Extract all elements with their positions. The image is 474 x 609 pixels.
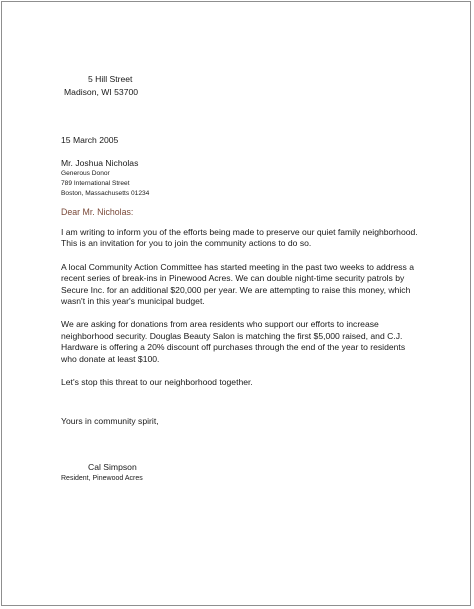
salutation: Dear Mr. Nicholas: — [61, 207, 134, 217]
sender-street: 5 Hill Street — [88, 74, 133, 84]
body-paragraph: We are asking for donations from area residents who support our efforts to increase neighborhood security. Douglas Beauty Salon is matching the first $5,000 raised, and C.J. Hardware is offering a 20% discount off purchases through the end of the year to residents who donate at least $100. — [61, 319, 406, 364]
sender-address — [64, 73, 138, 99]
recipient-street: 789 International Street — [61, 180, 130, 187]
closing-line: Yours in community spirit, — [61, 416, 159, 426]
signature-title: Resident, Pinewood Acres — [61, 475, 143, 482]
letter-body — [61, 227, 421, 400]
letter-page — [1, 1, 471, 606]
body-paragraph: A local Community Action Committee has started meeting in the past two weeks to address a recent series of break-ins in Pinewood Acres. We can double night-time security patrols by Secure Inc. for an additional $20,000 per year. We are attempting to raise this money, which wasn't in this year's municipal budget. — [61, 261, 414, 307]
recipient-city-line: Boston, Massachusetts 01234 — [61, 190, 150, 197]
recipient-address — [61, 157, 149, 199]
letter-date: 15 March 2005 — [61, 135, 119, 145]
recipient-name: Mr. Joshua Nicholas — [61, 158, 139, 168]
body-paragraph: I am writing to inform you of the efforts being made to preserve our quiet family neighborhood. This is an invitation for you to join the community actions to do so. — [61, 227, 418, 249]
sender-city-line: Madison, WI 53700 — [64, 87, 139, 97]
body-paragraph: Let's stop this threat to our neighborhood together. — [61, 377, 253, 388]
recipient-title: Generous Donor — [61, 170, 110, 177]
signature-block — [61, 461, 143, 484]
signature-name: Cal Simpson — [88, 462, 137, 472]
